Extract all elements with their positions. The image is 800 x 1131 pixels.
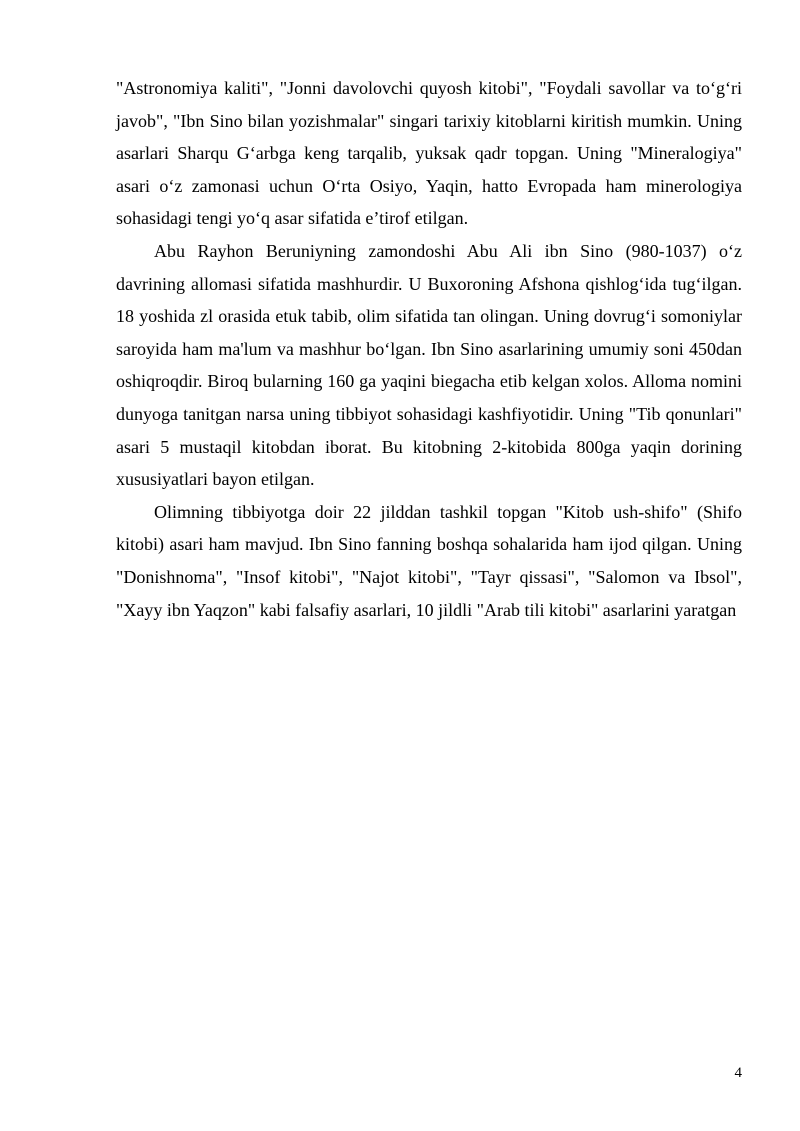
body-text xyxy=(116,72,742,626)
page-number: 4 xyxy=(734,1065,742,1081)
paragraph-ibn-sino-works: Olimning tibbiyotga doir 22 jilddan tashkil topgan "Kitob ush-shifo" (Shifo kitobi) asari ham mavjud. Ibn Sino fanning boshqa sohalarida ham ijod qilgan. Uning "Donishnoma", "Insof kitobi", "Najot kitobi", "Tayr qissasi", "Salomon va Ibsol", "Xayy ibn Yaqzon" kabi falsafiy asarlari, 10 jildli "Arab tili kitobi" asarlarini yaratgan xyxy=(116,501,742,620)
paragraph-ibn-sino-biography: Abu Rayhon Beruniyning zamondoshi Abu Ali ibn Sino (980-1037) o‘z davrining allomasi sifatida mashhurdir. U Buxoroning Afshona qishlog‘ida tug‘ilgan. 18 yoshida zl orasida etuk tabib, olim sifatida tan olingan. Uning dovrug‘i somoniylar saroyida ham ma'lum va mashhur bo‘lgan. Ibn Sino asarlarining umumiy soni 450dan oshiqroqdir. Biroq bularning 160 ga yaqini biegacha etib kelgan xolos. Alloma nomini dunyoga tanitgan narsa uning tibbiyot sohasidagi kashfiyotidir. Uning "Tib qonunlari" asari 5 mustaqil kitobdan iborat. Bu kitobning 2-kitobida 800ga yaqin dorining xususiyatlari bayon etilgan. xyxy=(116,240,742,490)
paragraph-continuation: "Astronomiya kaliti", "Jonni davolovchi quyosh kitobi", "Foydali savollar va to‘g‘ri javob", "Ibn Sino bilan yozishmalar" singari tarixiy kitoblarni kiritish mumkin. Uning asarlari Sharqu G‘arbga keng tarqalib, yuksak qadr topgan. Uning "Mineralogiya" asari o‘z zamonasi uchun O‘rta Osiyo, Yaqin, hatto Evropada ham minerologiya sohasidagi tengi yo‘q asar sifatida e’tirof etilgan. xyxy=(116,78,742,229)
